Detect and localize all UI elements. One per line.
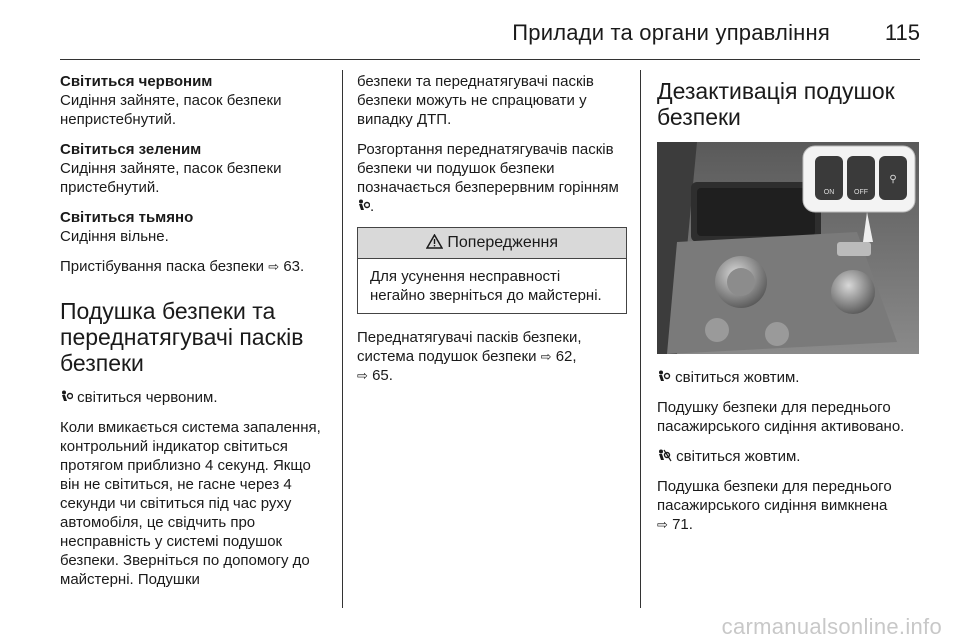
- airbag-body: Коли вмикається система запалення, контрольний індикатор світиться протягом приблизно 4 секунд. Якщо він не світиться, не гасне через 4 секунди чи світиться під час руху автомобіля, це свідчить про несправність у системі подушок безпеки. Зверніться по допомогу до майстерні. Подушки: [60, 419, 321, 588]
- column-2: [357, 72, 627, 396]
- ref-page: 62,: [555, 348, 577, 365]
- photo-off-label: OFF: [854, 189, 868, 196]
- ref-arrow-icon: ⇨: [268, 259, 280, 274]
- airbag-on-icon: [657, 370, 671, 383]
- refs-text: Переднатягувачі пасків безпеки, система подушок безпеки: [357, 329, 582, 365]
- off-text-line: [657, 477, 920, 534]
- airbag-indicator-text: світиться червоним.: [77, 389, 218, 406]
- airbag-icon: [357, 199, 370, 212]
- refs-line: [357, 328, 627, 385]
- warning-header: [358, 228, 626, 259]
- page-header: [60, 20, 920, 58]
- airbag-off-icon: [657, 449, 672, 462]
- deactivation-heading: Дезактивація подушок безпеки: [657, 78, 895, 130]
- header-rule: [60, 59, 920, 60]
- red-title: Світиться червоним: [60, 73, 213, 90]
- off-text: Подушка безпеки для переднього пасажирського сидіння вимкнена: [657, 478, 892, 514]
- on-indicator-text: світиться жовтим.: [675, 369, 800, 386]
- ref-page: 65.: [372, 367, 393, 384]
- airbag-icon: [60, 390, 73, 403]
- deploy-line: Розгортання переднатягувачів пасків безпеки чи подушок безпеки позначається безперервним горінням .: [357, 141, 619, 215]
- off-indicator-line: [657, 447, 920, 466]
- seatbelt-ref-text: Пристібування паска безпеки: [60, 258, 265, 275]
- ref-arrow-icon: ⇨: [657, 517, 668, 532]
- page-title: Прилади та органи управління: [512, 20, 830, 45]
- dim-text: Сидіння вільне.: [60, 228, 169, 245]
- seatbelt-ref: [60, 257, 330, 276]
- warning-title: Попередження: [447, 234, 559, 251]
- warning-text: Для усунення несправності негайно зверніться до майстерні.: [370, 268, 602, 304]
- airbag-heading: Подушка безпеки та переднатягувачі пасків безпеки: [60, 298, 304, 376]
- warning-triangle-icon: [426, 234, 443, 249]
- green-title: Світиться зеленим: [60, 141, 202, 158]
- photo-seat-icon: ⚲: [889, 174, 897, 185]
- airbag-indicator-line: [60, 388, 330, 407]
- continued-text: безпеки та переднатягувачі пасків безпеки можуть не спрацювати у випадку ДТП.: [357, 73, 594, 128]
- ref-page: 71.: [672, 516, 693, 533]
- column-1: [60, 72, 330, 600]
- green-text: Сидіння зайняте, пасок безпеки пристебнутий.: [60, 160, 282, 196]
- off-indicator-text: світиться жовтим.: [676, 448, 801, 465]
- column-divider: [640, 70, 641, 608]
- column-divider: [342, 70, 343, 608]
- ref-arrow-icon: ⇨: [540, 349, 552, 364]
- page-number: 115: [884, 20, 920, 45]
- watermark-url: carmanualsonline.info: [721, 614, 942, 639]
- deploy-text: Розгортання переднатягувачів пасків безпеки чи подушок безпеки позначається безперервним горінням: [357, 141, 619, 196]
- column-3: [657, 72, 920, 545]
- on-indicator-line: [657, 368, 920, 387]
- dashboard-photo: [657, 142, 919, 354]
- dim-title: Світиться тьмяно: [60, 209, 194, 226]
- seatbelt-ref-page: 63.: [283, 258, 305, 275]
- warning-box: [357, 227, 627, 314]
- on-text: Подушку безпеки для переднього пасажирського сидіння активовано.: [657, 399, 905, 435]
- photo-on-label: ON: [823, 189, 835, 196]
- ref-arrow-icon: ⇨: [357, 368, 368, 383]
- red-text: Сидіння зайняте, пасок безпеки непристебнутий.: [60, 92, 282, 128]
